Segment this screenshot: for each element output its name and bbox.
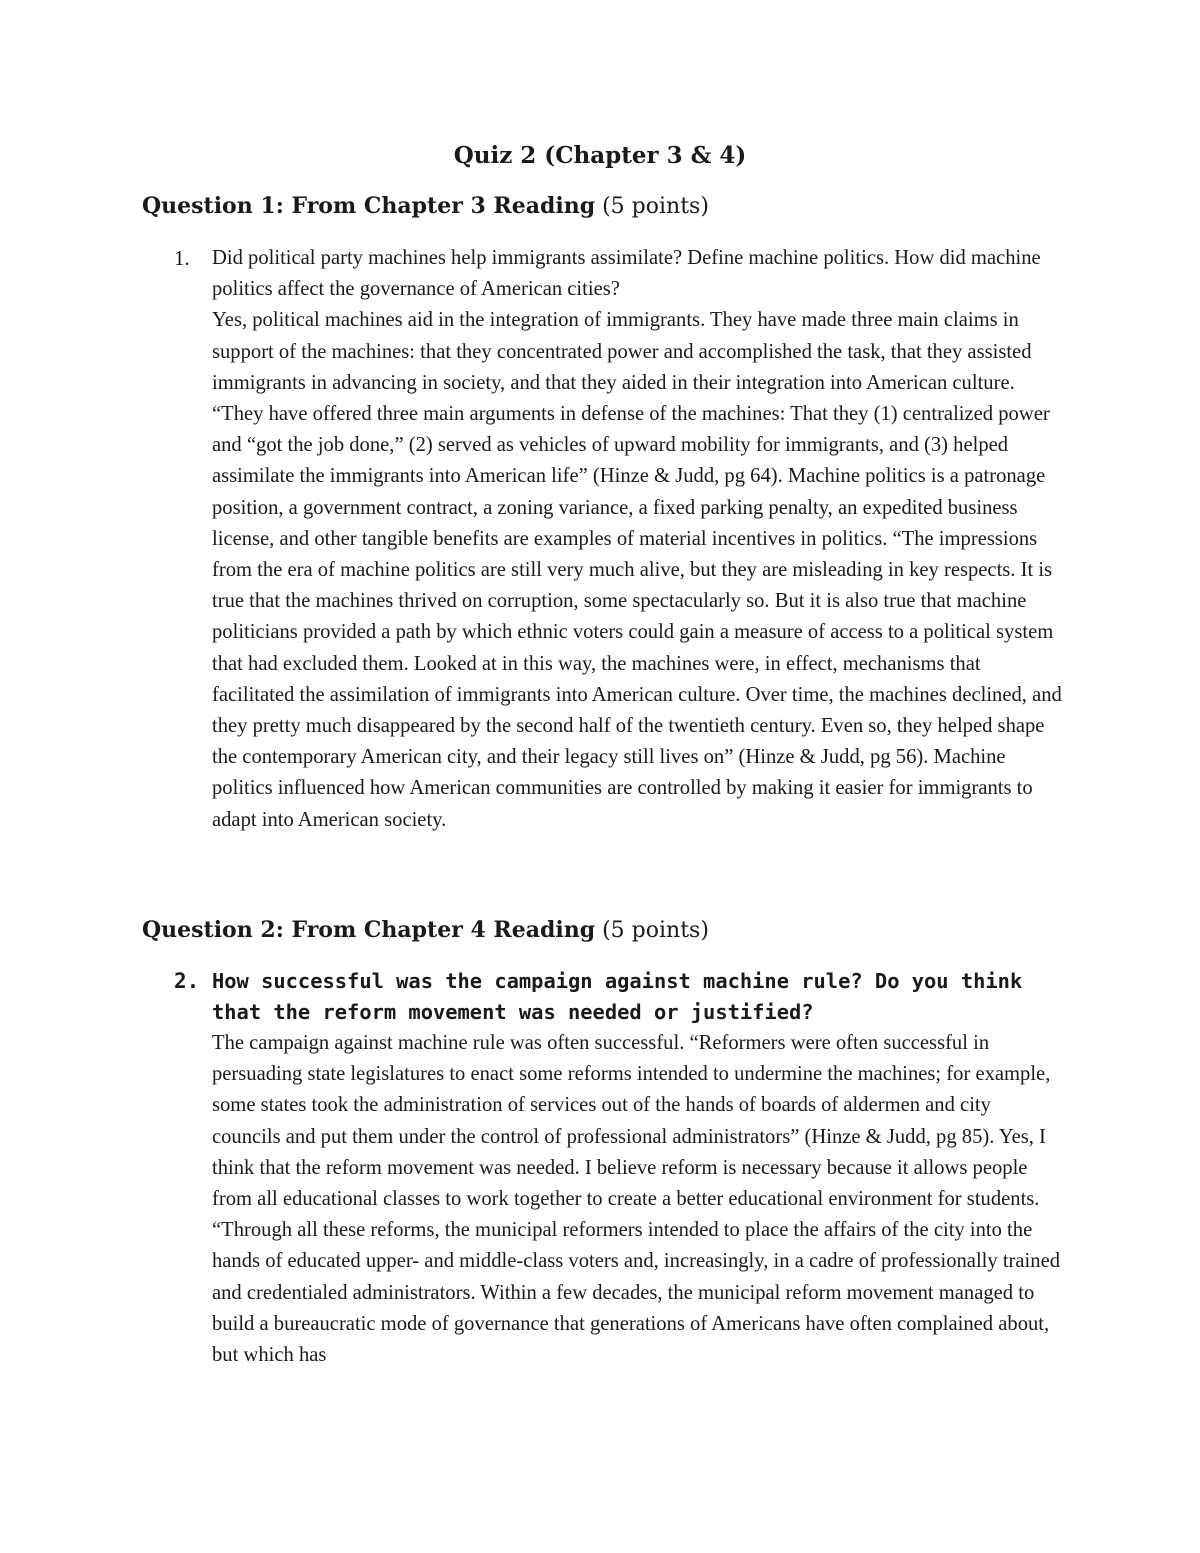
question-2-points: (5 points) — [595, 918, 709, 943]
question-2-number: 2. — [174, 969, 200, 993]
question-1-answer: Yes, political machines aid in the integration of immigrants. They have made three main claims in support of the machines: that they concentrated power and accomplished the task, that they assisted immigrants in advancing in society, and that they aided in their integration into American culture. “They have offered three main arguments in defense of the machines: That they (1) centralized power and “got the job done,” (2) served as vehicles of upward mobility for immigrants, and (3) helped assimilate the immigrants into American life” (Hinze & Judd, pg 64). Machine politics is a patronage position, a government contract, a zoning variance, a fixed parking penalty, an expedited business license, and other tangible benefits are examples of material incentives in politics. “The impressions from the era of machine politics are still very much alive, but they are misleading in key respects. It is true that the machines thrived on corruption, some spectacularly so. But it is also true that machine politicians provided a path by which ethnic voters could gain a measure of access to a political system that had excluded them. Looked at in this way, the machines were, in effect, mechanisms that facilitated the assimilation of immigrants into American culture. Over time, the machines declined, and they pretty much disappeared by the second half of the twentieth century. Even so, they helped shape the contemporary American city, and their legacy still lives on” (Hinze & Judd, pg 56). Machine politics influenced how American communities are controlled by making it easier for immigrants to adapt into American society. — [212, 309, 1062, 831]
question-2-body — [212, 966, 1064, 1371]
document-title: Quiz 2 (Chapter 3 & 4) — [453, 142, 747, 169]
question-2-heading-label: Question 2: From Chapter 4 Reading — [142, 917, 596, 943]
question-1-heading-label: Question 1: From Chapter 3 Reading — [142, 193, 596, 219]
question-2-heading — [142, 914, 709, 947]
question-2-answer: The campaign against machine rule was often successful. “Reformers were often successful in persuading state legislatures to enact some reforms intended to undermine the machines; for example, some states took the administration of services out of the hands of boards of aldermen and city councils and put them under the control of professional administrators” (Hinze & Judd, pg 85). Yes, I think that the reform movement was needed. I believe reform is necessary because it allows people from all educational classes to work together to create a better educational environment for students. “Through all these reforms, the municipal reformers intended to place the affairs of the city into the hands of educated upper- and middle-class voters and, increasingly, in a cadre of professionally trained and credentialed administrators. Within a few decades, the municipal reform movement managed to build a bureaucratic mode of governance that generations of Americans have often complained about, but which has — [212, 1032, 1061, 1367]
question-1-prompt: Did political party machines help immigrants assimilate? Define machine politics. How did machine politics affect the governance of American cities? — [212, 247, 1041, 301]
question-1-heading — [142, 190, 709, 223]
question-1-body — [212, 243, 1064, 836]
question-1-points: (5 points) — [595, 194, 709, 219]
question-2-prompt: How successful was the campaign against machine rule? Do you think that the reform movement was needed or justified? — [212, 969, 1023, 1024]
question-1-number: 1. — [174, 246, 190, 270]
